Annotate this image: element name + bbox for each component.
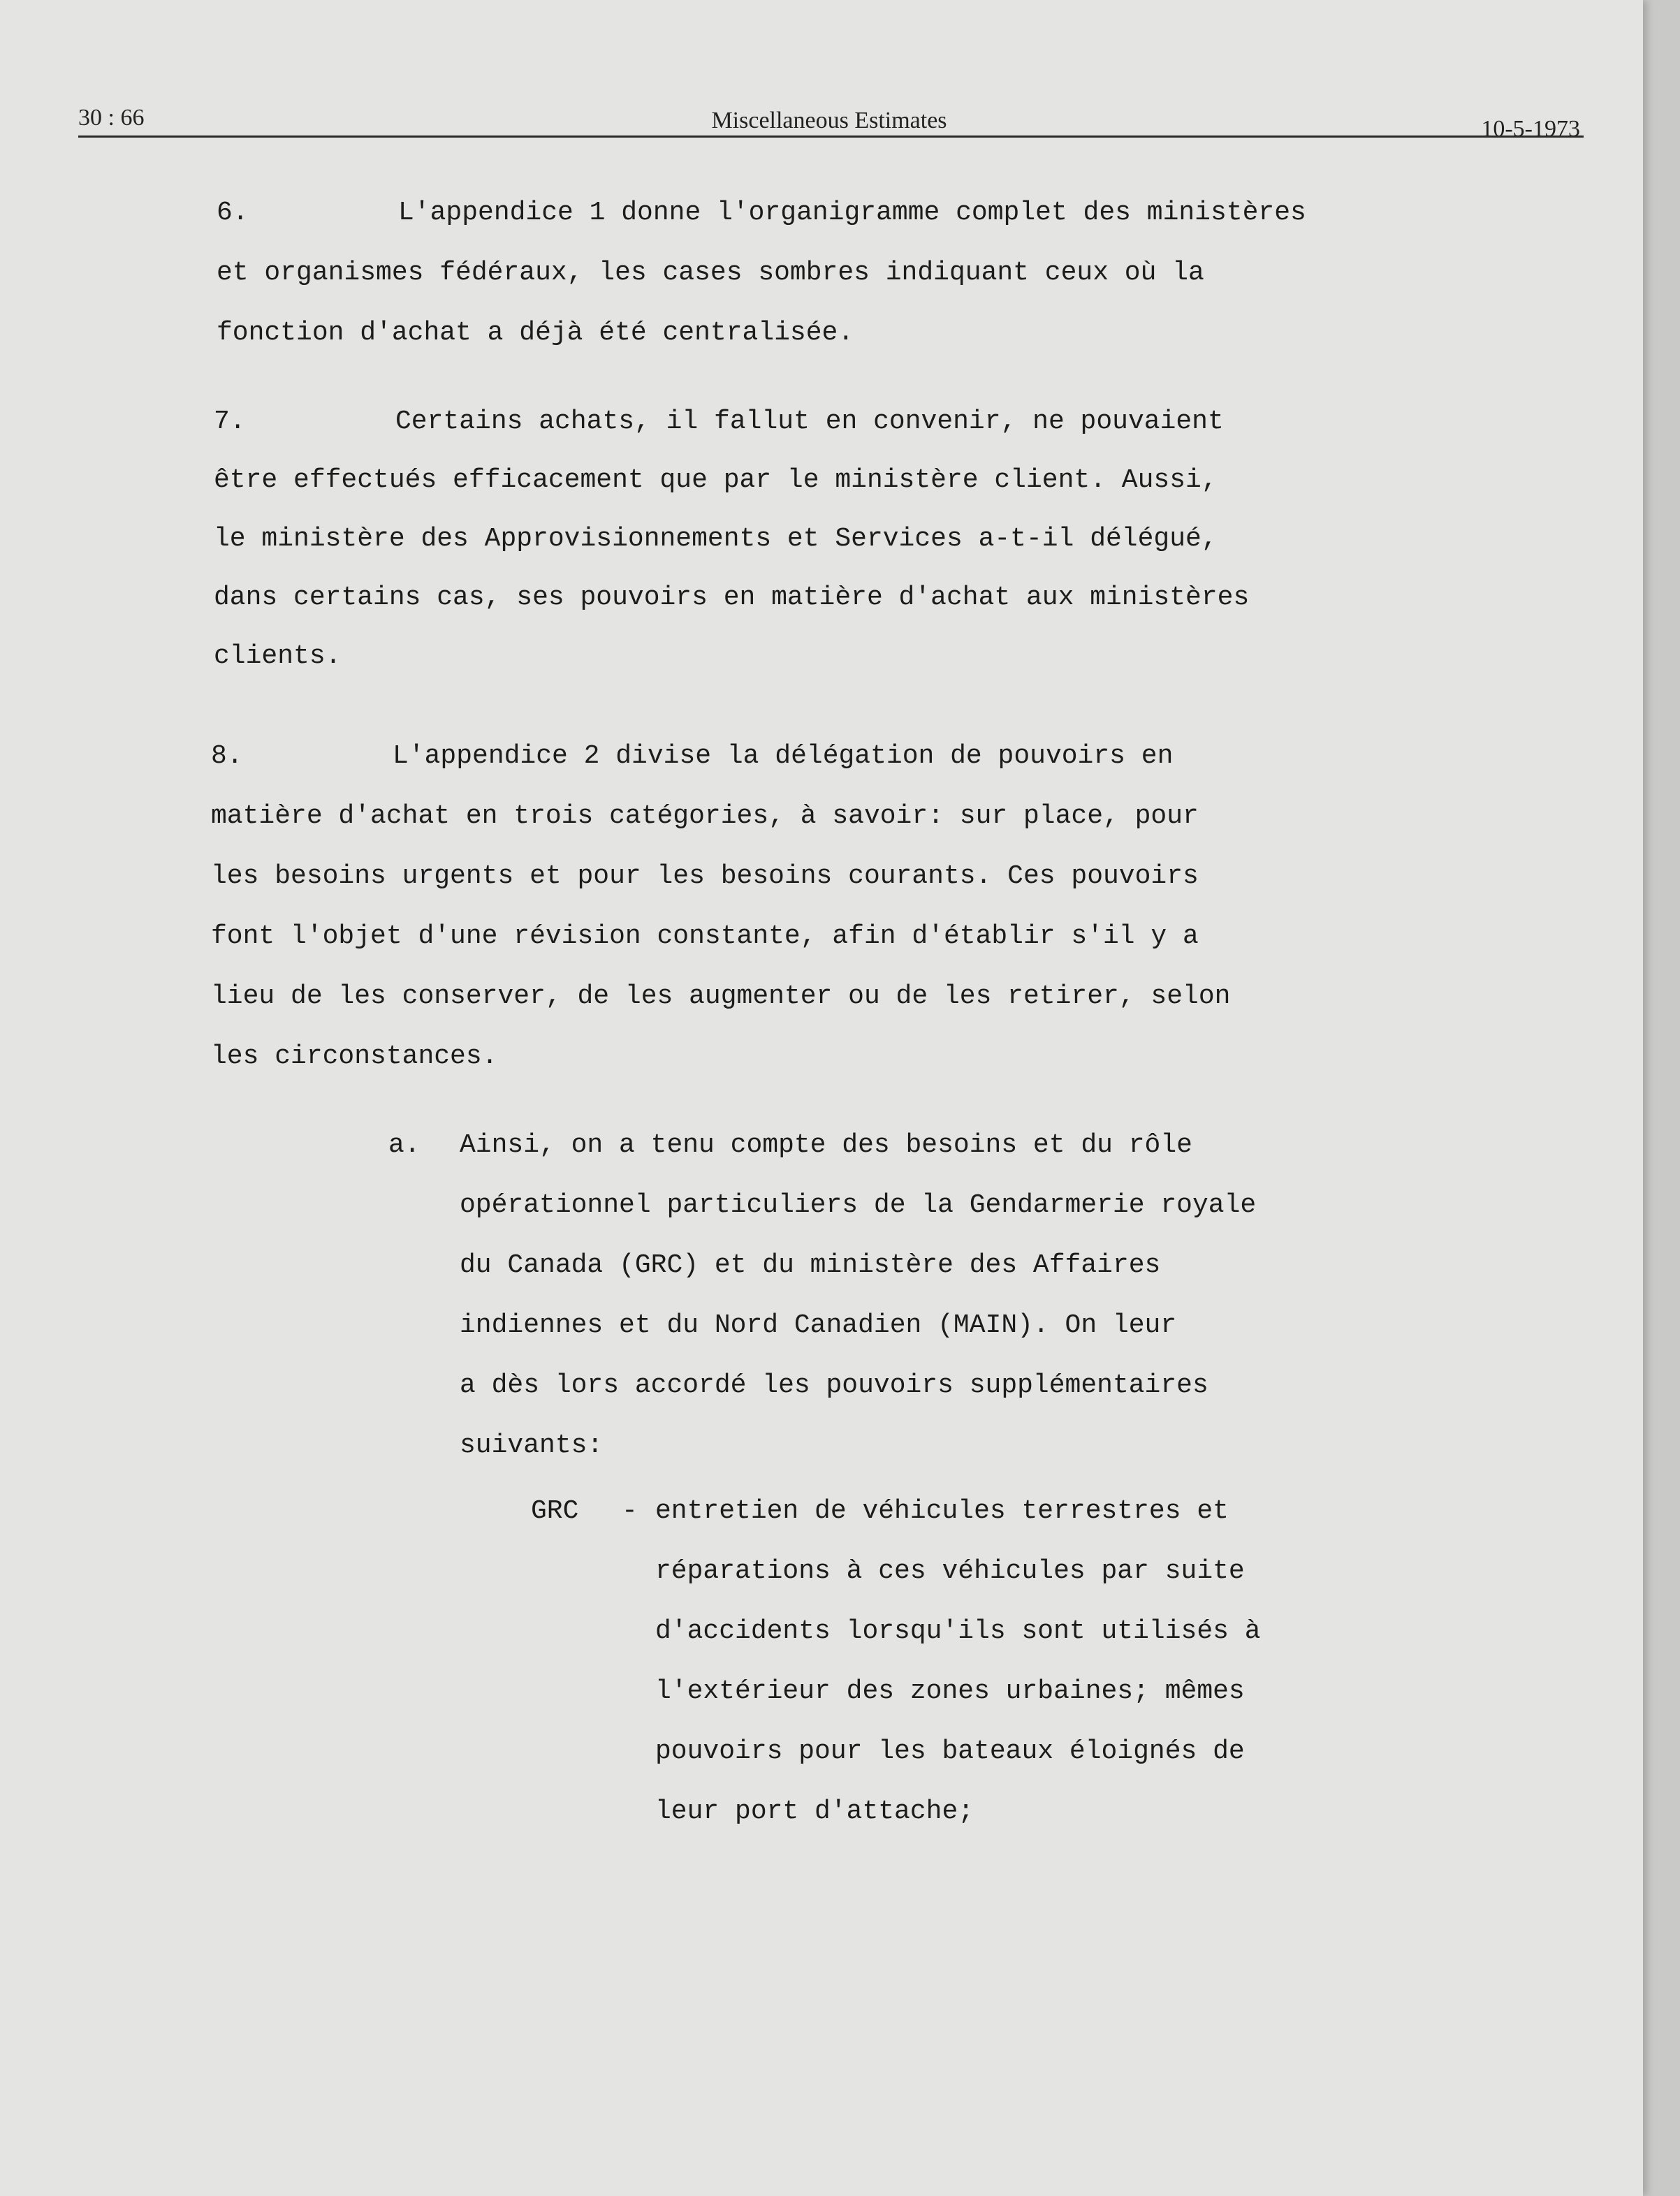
grc-entry-text [655, 1481, 1261, 1842]
paragraph-text: L'appendice 1 donne l'organigramme complet des ministères [398, 198, 1306, 228]
subitem-line: suivants: [460, 1430, 604, 1461]
subitem-line: opérationnel particuliers de la Gendarmerie royale [460, 1190, 1257, 1220]
subitem-line: du Canada (GRC) et du ministère des Affaires [460, 1250, 1161, 1280]
paragraph-number: 6. [217, 198, 249, 228]
paragraph-line: être effectués efficacement que par le ministère client. Aussi, [214, 465, 1218, 495]
paragraph-6 [217, 183, 1306, 363]
paragraph-line: les besoins urgents et pour les besoins courants. Ces pouvoirs [211, 861, 1199, 891]
grc-line: pouvoirs pour les bateaux éloignés de [655, 1736, 1245, 1766]
paragraph-text: Certains achats, il fallut en convenir, ne pouvaient [395, 407, 1224, 437]
grc-line: entretien de véhicules terrestres et [655, 1496, 1229, 1526]
paragraph-line: fonction d'achat a déjà été centralisée. [217, 318, 854, 348]
paragraph-line: clients. [214, 641, 342, 671]
subitem-line: indiennes et du Nord Canadien (MAIN). On leur [460, 1310, 1177, 1340]
paragraph-line [214, 393, 1249, 451]
grc-line: réparations à ces véhicules par suite [655, 1556, 1245, 1586]
paragraph-8 [211, 726, 1230, 1087]
subitem-a [460, 1115, 1256, 1476]
grc-label: GRC [531, 1496, 579, 1526]
grc-line: l'extérieur des zones urbaines; mêmes [655, 1676, 1245, 1706]
paragraph-text: L'appendice 2 divise la délégation de pouvoirs en [393, 741, 1174, 771]
subitem-line: a dès lors accordé les pouvoirs supplémentaires [460, 1370, 1208, 1400]
header-rule [78, 136, 1584, 138]
subitem-label: a. [388, 1130, 421, 1160]
paragraph-line: matière d'achat en trois catégories, à savoir: sur place, pour [211, 801, 1199, 831]
paragraph-7 [214, 393, 1249, 686]
paragraph-number: 7. [214, 407, 246, 437]
paragraph-line: et organismes fédéraux, les cases sombres indiquant ceux où la [217, 258, 1204, 288]
page-header [78, 105, 1580, 145]
document-date: 10-5-1973 [1481, 116, 1580, 142]
paragraph-line [211, 726, 1230, 786]
grc-line: leur port d'attache; [655, 1796, 974, 1827]
paragraph-line: dans certains cas, ses pouvoirs en matière d'achat aux ministères [214, 583, 1250, 613]
paragraph-line: les circonstances. [211, 1041, 498, 1071]
paragraph-line: font l'objet d'une révision constante, afin d'établir s'il y a [211, 921, 1199, 951]
grc-line: d'accidents lorsqu'ils sont utilisés à [655, 1616, 1261, 1646]
paragraph-line [217, 183, 1306, 243]
paragraph-number: 8. [211, 741, 243, 771]
grc-dash: - [622, 1496, 638, 1526]
paragraph-line: lieu de les conserver, de les augmenter ou de les retirer, selon [211, 981, 1231, 1011]
page-reference: 30 : 66 [78, 105, 145, 131]
subitem-line: Ainsi, on a tenu compte des besoins et du rôle [460, 1130, 1192, 1160]
document-title: Miscellaneous Estimates [711, 108, 947, 133]
paragraph-line: le ministère des Approvisionnements et Services a-t-il délégué, [214, 524, 1218, 554]
